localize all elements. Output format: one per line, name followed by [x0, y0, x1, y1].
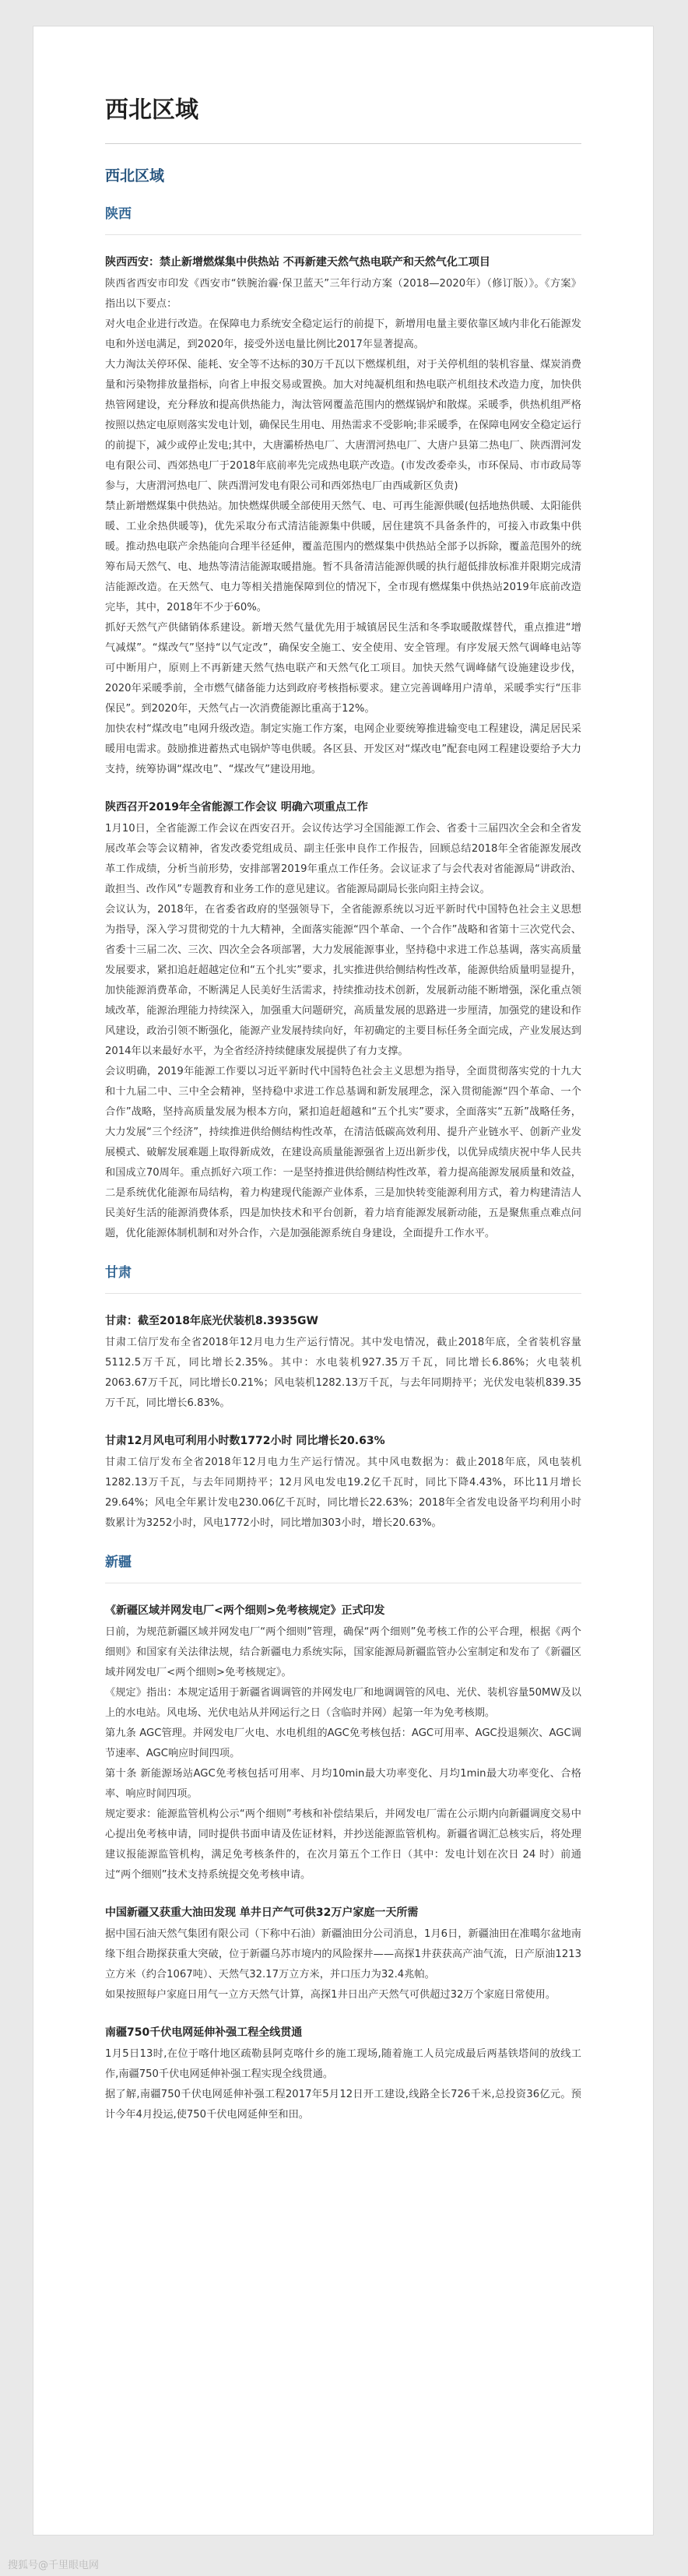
article-paragraph: 甘肃工信厅发布全省2018年12月电力生产运行情况。其中风电数据为：截止2018年底，风电装机1282.13万千瓦，与去年同期持平；12月风电发电19.2亿千瓦时，同比下降4.43%，环比11月增长29.64%；风电全年累计发电230.06亿千瓦时，同比增长22.63%；2018年全省发电设备平均利用小时数累计为3252小时，风电1772小时，同比增加303小时，增长20.63%。	[105, 1457, 581, 1529]
article-paragraph: 1月5日13时,在位于喀什地区疏勒县阿克喀什乡的施工现场,随着施工人员完成最后两基铁塔间的放线工作,南疆750千伏电网延伸补强工程实现全线贯通。	[105, 2048, 581, 2080]
section-heading: 西北区域	[105, 167, 165, 185]
article-paragraph: 1月10日，全省能源工作会议在西安召开。会议传达学习全国能源工作会、省委十三届四次全会和全省发展改革会等会议精神，省发改委党组成员、副主任张申良作工作报告，回顾总结2018年全省能源发展改革工作成绩，分析当前形势，安排部署2019年重点工作任务。会议证求了与会代表对省能源局“讲政治、敢担当、改作风”专题教育和业务工作的意见建议。省能源局副局长张向阳主持会议。	[105, 823, 581, 895]
article-title: 甘肃：截至2018年底光伏装机8.3935GW	[105, 1315, 318, 1327]
article-title: 甘肃12月风电可利用小时数1772小时 同比增长20.63%	[105, 1435, 385, 1447]
article-paragraph: 据中国石油天然气集团有限公司（下称中石油）新疆油田分公司消息，1月6日，新疆油田在准噶尔盆地南缘下组合勘探获重大突破，位于新疆乌苏市境内的风险探井——高探1井获获高产油气流，日产原油1213立方米（约合1067吨）、天然气32.17万立方米，并口压力为32.4兆帕。	[105, 1928, 581, 1980]
article	[105, 1601, 581, 1885]
article	[105, 1903, 581, 2005]
article-paragraph: 加快农村“煤改电”电网升级改造。制定实施工作方案，电网企业要统筹推进输变电工程建设，满足居民采暖用电需求。鼓励推进蓄热式电锅炉等电供暖。各区县、开发区对“煤改电”配套电网工程建设要给予大力支持，统筹协调“煤改电”、“煤改气”建设用地。	[105, 723, 581, 775]
article-paragraph: 大力淘汰关停环保、能耗、安全等不达标的30万千瓦以下燃煤机组，对于关停机组的装机容量、煤炭消费量和污染物排放量指标，向省上申报交易或置换。加大对纯凝机组和热电联产机组技术改造力度，加快供热管网建设，充分释放和提高供热能力，淘汰管网覆盖范围内的燃煤锅炉和散煤。采暖季，供热机组严格按照以热定电原则落实发电计划，确保民生用电、用热需求不受影响;非采暖季，在保障电网安全稳定运行的前提下，减少或停止发电;其中，大唐灞桥热电厂、大唐渭河热电厂、大唐户县第二热电厂、陕西渭河发电有限公司、西郊热电厂于2018年底前率先完成热电联产改造。(市发改委牵头，市环保局、市市政局等参与，大唐渭河热电厂、陕西渭河发电有限公司和西郊热电厂由西咸新区负责)	[105, 359, 581, 492]
article-paragraph: 如果按照每户家庭日用气一立方天然气计算，高探1井日出产天然气可供超过32万个家庭日常使用。	[105, 1989, 556, 2001]
article-title: 陕西西安：禁止新增燃煤集中供热站 不再新建天然气热电联产和天然气化工项目	[105, 256, 490, 269]
article-paragraph: 对火电企业进行改造。在保障电力系统安全稳定运行的前提下，新增用电量主要依靠区域内非化石能源发电和外送电满足，到2020年，接受外送电量比例比2017年显著提高。	[105, 318, 581, 350]
article	[105, 1311, 581, 1414]
article-paragraph: 甘肃工信厅发布全省2018年12月电力生产运行情况。其中发电情况，截止2018年底，全省装机容量5112.5万千瓦，同比增长2.35%。其中：水电装机927.35万千瓦，同比增长6.86%；火电装机2063.67万千瓦，同比增长0.21%；风电装机1282.13万千瓦，与去年同期持平；光伏发电装机839.35万千瓦，同比增长6.83%。	[105, 1337, 581, 1409]
title-divider	[105, 143, 581, 144]
article-title: 《新疆区域并网发电厂<两个细则>免考核规定》正式印发	[105, 1604, 385, 1617]
article	[105, 2022, 581, 2125]
article	[105, 797, 581, 1244]
article-paragraph: 会议认为，2018年，在省委省政府的坚强领导下，全省能源系统以习近平新时代中国特色社会主义思想为指导，深入学习贯彻党的十九大精神，全面落实能源“四个革命、一个合作”战略和省第十三次党代会、省委十三届二次、三次、四次全会各项部署，大力发展能源事业，坚持稳中求进工作总基调，落实高质量发展要求，紧扣追赶超越定位和“五个扎实”要求，扎实推进供给侧结构性改革，能源供给质量明显提升，加快能源消费革命，不断满足人民美好生活需求，持续推动技术创新，发展新动能不断增强，深化重点领域改革，能源治理能力持续深入，加强重大问题研究，高质量发展的思路进一步厘清，加强党的建设和作风建设，政治引领不断强化，能源产业发展持续向好，年初确定的主要目标任务全面完成，产业发展达到2014年以来最好水平，为全省经济持续健康发展提供了有力支撑。	[105, 904, 581, 1057]
article-title: 南疆750千伏电网延伸补强工程全线贯通	[105, 2026, 303, 2039]
article-list	[105, 202, 581, 2125]
document-card	[33, 26, 654, 2536]
province-heading: 甘肃	[105, 1265, 132, 1281]
article-paragraph: 陕西省西安市印发《西安市“铁腕治霾·保卫蓝天”三年行动方案（2018—2020年）（修订版）》。《方案》指出以下要点：	[105, 278, 581, 310]
watermark-text: 搜狐号@千里眼电网	[8, 2560, 100, 2571]
article	[105, 252, 581, 780]
article-paragraph: 《规定》指出：本规定适用于新疆省调调管的并网发电厂和地调调管的风电、光伏、装机容量50MW及以上的水电站。风电场、光伏电站从并网运行之日（含临时并网）起第一年为免考核期。	[105, 1687, 581, 1719]
article-paragraph: 第十条 新能源场站AGC免考核包括可用率、月均10min最大功率变化、月均1min最大功率变化、合格率、响应时间四项。	[105, 1768, 581, 1800]
province-divider	[105, 234, 581, 235]
article-paragraph: 规定要求：能源监管机构公示“两个细则”考核和补偿结果后，并网发电厂需在公示期内向新疆调度交易中心提出免考核申请，同时提供书面申请及佐证材料，并抄送能源监管机构。新疆省调汇总核实后，将处理建议报能源监管机构，满足免考核条件的，在次月第五个工作日（其中：发电计划在次日 24 时）前通过“两个细则”技术支持系统提交免考核申请。	[105, 1808, 581, 1881]
province-heading: 陕西	[105, 206, 132, 222]
article-title: 中国新疆又获重大油田发现 单井日产气可供32万户家庭一天所需	[105, 1907, 419, 1919]
page-title: 西北区域	[105, 97, 198, 124]
article	[105, 1431, 581, 1534]
article-paragraph: 抓好天然气产供储销体系建设。新增天然气量优先用于城镇居民生活和冬季取暖散煤替代，重点推进“增气减煤”。“煤改气”坚持“以气定改”，确保安全施工、安全使用、安全管理。有序发展天然气调峰电站等可中断用户，原则上不再新建天然气热电联产和天然气化工项目。加快天然气调峰储气设施建设步伐，2020年采暖季前，全市燃气储备能力达到政府考核指标要求。建立完善调峰用户清单，采暖季实行“压非保民”。到2020年，天然气占一次消费能源比重高于12%。	[105, 622, 581, 715]
article-paragraph: 会议明确，2019年能源工作要以习近平新时代中国特色社会主义思想为指导，全面贯彻落实党的十九大和十九届二中、三中全会精神，坚持稳中求进工作总基调和新发展理念，深入贯彻能源“四个革命、一个合作”战略，坚持高质量发展为根本方向，紧扣追赶超越和“五个扎实”要求，全面落实“五新”战略任务，大力发展“三个经济”，持续推进供给侧结构性改革，在清洁低碳高效利用、提升产业链水平、创新产业发展模式、破解发展难题上取得新成效，在建设高质量能源强省上迈出新步伐，以优异成绩庆祝中华人民共和国成立70周年。重点抓好六项工作：一是坚持推进供给侧结构性改革，着力提高能源发展质量和效益，二是系统优化能源布局结构，着力构建现代能源产业体系，三是加快转变能源利用方式，着力构建清洁人民美好生活的能源消费体系，四是加快技术和平台创新，着力培育能源发展新动能，五是聚焦重点难点问题，优化能源体制机制和对外合作，六是加强能源系统自身建设，全面提升工作水平。	[105, 1066, 581, 1239]
province-divider	[105, 1293, 581, 1294]
article-paragraph: 第九条 AGC管理。并网发电厂火电、水电机组的AGC免考核包括：AGC可用率、AGC投退频次、AGC调节速率、AGC响应时间四项。	[105, 1727, 581, 1759]
article-paragraph: 据了解,南疆750千伏电网延伸补强工程2017年5月12日开工建设,线路全长726千米,总投资36亿元。预计今年4月投运,使750千伏电网延伸至和田。	[105, 2089, 581, 2121]
article-paragraph: 日前，为规范新疆区域并网发电厂“两个细则”管理，确保“两个细则”免考核工作的公平合理，根据《两个细则》和国家有关法律法规，结合新疆电力系统实际，国家能源局新疆监管办公室制定和发布了《新疆区域并网发电厂<两个细则>免考核规定》。	[105, 1626, 581, 1678]
province-heading: 新疆	[105, 1555, 132, 1570]
article-title: 陕西召开2019年全省能源工作会议 明确六项重点工作	[105, 801, 368, 814]
article-paragraph: 禁止新增燃煤集中供热站。加快燃煤供暖全部使用天然气、电、可再生能源供暖(包括地热供暖、太阳能供暖、工业余热供暖等)，优先采取分布式清洁能源集中供暖，居住建筑不具备条件的，可接入市政集中供暖。推动热电联产余热能向合理半径延伸，覆盖范围内的燃煤集中供热站全部予以拆除，覆盖范围外的统筹布局天然气、电、地热等清洁能源取暖措施。暂不具备清洁能源供暖的执行超低排放标准并限期完成清洁能源改造。在天然气、电力等相关措施保障到位的情况下，全市现有燃煤集中供热站2019年底前改造完毕，其中，2018年不少于60%。	[105, 501, 581, 613]
